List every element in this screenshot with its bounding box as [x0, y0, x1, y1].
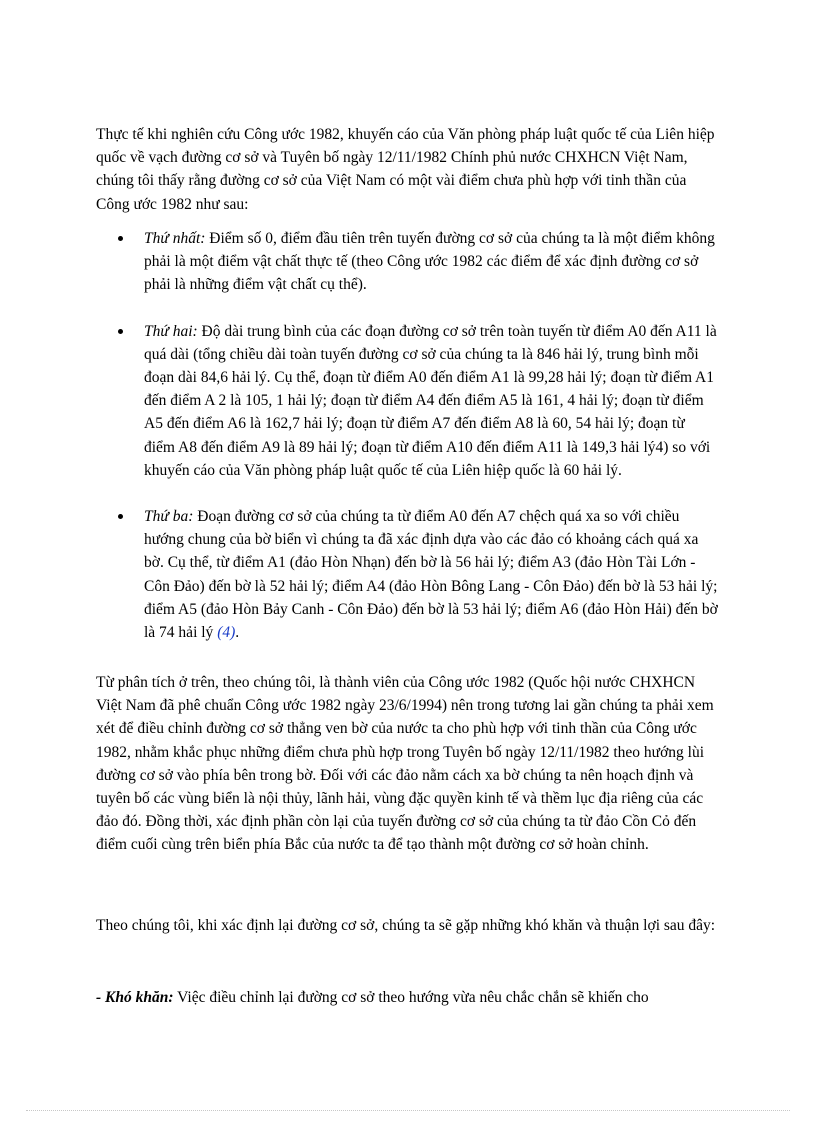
bullet-list	[118, 227, 718, 644]
difficulty-paragraph	[96, 986, 720, 1009]
footnote-reference-link[interactable]: (4)	[217, 624, 236, 642]
bullet-lead: Thứ nhất:	[144, 230, 206, 247]
bullet-item-2	[118, 320, 718, 482]
intro-paragraph: Thực tế khi nghiên cứu Công ước 1982, khuyến cáo của Văn phòng pháp luật quốc tế của Liên hiệp quốc về vạch đường cơ sở và Tuyên bố ngày 12/11/1982 Chính phủ nước CHXHCN Việt Nam, chúng tôi thấy rằng đường cơ sở của Việt Nam có một vài điểm chưa phù hợp với tinh thần của Công ước 1982 như sau:	[96, 126, 715, 213]
bullet-text: Điểm số 0, điểm đầu tiên trên tuyến đường cơ sở của chúng ta là một điểm không phải là một điểm vật chất thực tế (theo Công ước 1982 các điểm để xác định đường cơ sở phải là những điểm vật chất cụ thể).	[144, 230, 715, 294]
bullet-item-1	[118, 227, 718, 297]
bullet-item-3	[118, 505, 718, 644]
bullet-icon	[118, 236, 123, 241]
bullet-tail: .	[235, 624, 240, 642]
bullet-icon	[118, 514, 123, 519]
bullet-text: Đoạn đường cơ sở của chúng ta từ điểm A0 đến A7 chệch quá xa so với chiều hướng chung của bờ biển vì chúng ta đã xác định dựa vào các đảo có khoảng cách quá xa bờ. Cụ thể, từ điểm A1 (đảo Hòn Nhạn) đến bờ là 56 hải lý; điểm A3 (đảo Hòn Tài Lớn - Côn Đảo) đến bờ là 52 hải lý; điểm A4 (đảo Hòn Bông Lang - Côn Đảo) đến bờ là 53 hải lý; điểm A5 (đảo Hòn Bảy Canh - Côn Đảo) đến bờ là 53 hải lý; điểm A6 (đảo Hòn Hải) đến bờ là 74 hải lý	[144, 508, 718, 642]
difficulty-lead: - Khó khăn:	[96, 989, 174, 1006]
bullet-lead: Thứ ba:	[144, 508, 194, 526]
summary-paragraph: Theo chúng tôi, khi xác định lại đường cơ sở, chúng ta sẽ gặp những khó khăn và thuận lợi sau đây:	[96, 917, 716, 934]
bullet-icon	[118, 329, 123, 334]
bullet-text: Độ dài trung bình của các đoạn đường cơ sở trên toàn tuyến từ điểm A0 đến A11 là quá dài (tổng chiều dài toàn tuyến đường cơ sở của chúng ta là 846 hải lý, trung bình mỗi đoạn dài 84,6 hải lý. Cụ thể, đoạn từ điểm A0 đến điểm A1 là 99,28 hải lý; đoạn từ điểm A1 đến điểm A 2 là 105, 1 hải lý; đoạn từ điểm A4 đến điểm A5 là 161, 4 hải lý; đoạn từ điểm A5 đến điểm A6 là 162,7 hải lý; đoạn từ điểm A7 đến điểm A8 là 60, 54 hải lý; đoạn từ điểm A8 đến điểm A9 là 89 hải lý; đoạn từ điểm A10 đến điểm A11 là 149,3 hải lý4) so với khuyến cáo của Văn phòng pháp luật quốc tế của Liên hiệp quốc là 60 hải lý.	[144, 322, 717, 479]
page-bottom-divider	[26, 1110, 790, 1111]
difficulty-text: Việc điều chỉnh lại đường cơ sở theo hướng vừa nêu chắc chắn sẽ khiến cho	[173, 989, 649, 1006]
bullet-lead: Thứ hai:	[144, 322, 198, 340]
analysis-paragraph: Từ phân tích ở trên, theo chúng tôi, là thành viên của Công ước 1982 (Quốc hội nước CHXHCN Việt Nam đã phê chuẩn Công ước 1982 ngày 23/6/1994) nên trong tương lai gần chúng ta phải xem xét để điều chỉnh đường cơ sở thẳng ven bờ của nước ta cho phù hợp với tinh thần của Công ước 1982, nhằm khắc phục những điểm chưa phù hợp trong Tuyên bố ngày 12/11/1982 theo hướng lùi đường cơ sở vào phía bên trong bờ. Đối với các đảo nằm cách xa bờ chúng ta nên hoạch định và tuyên bố các vùng biển là nội thủy, lãnh hải, vùng đặc quyền kinh tế và thềm lục địa riêng của các đảo đó. Đồng thời, xác định phần còn lại của tuyến đường cơ sở của chúng ta từ đảo Cồn Cỏ đến điểm cuối cùng trên biển phía Bắc của nước ta để tạo thành một đường cơ sở hoàn chỉnh.	[96, 674, 714, 854]
